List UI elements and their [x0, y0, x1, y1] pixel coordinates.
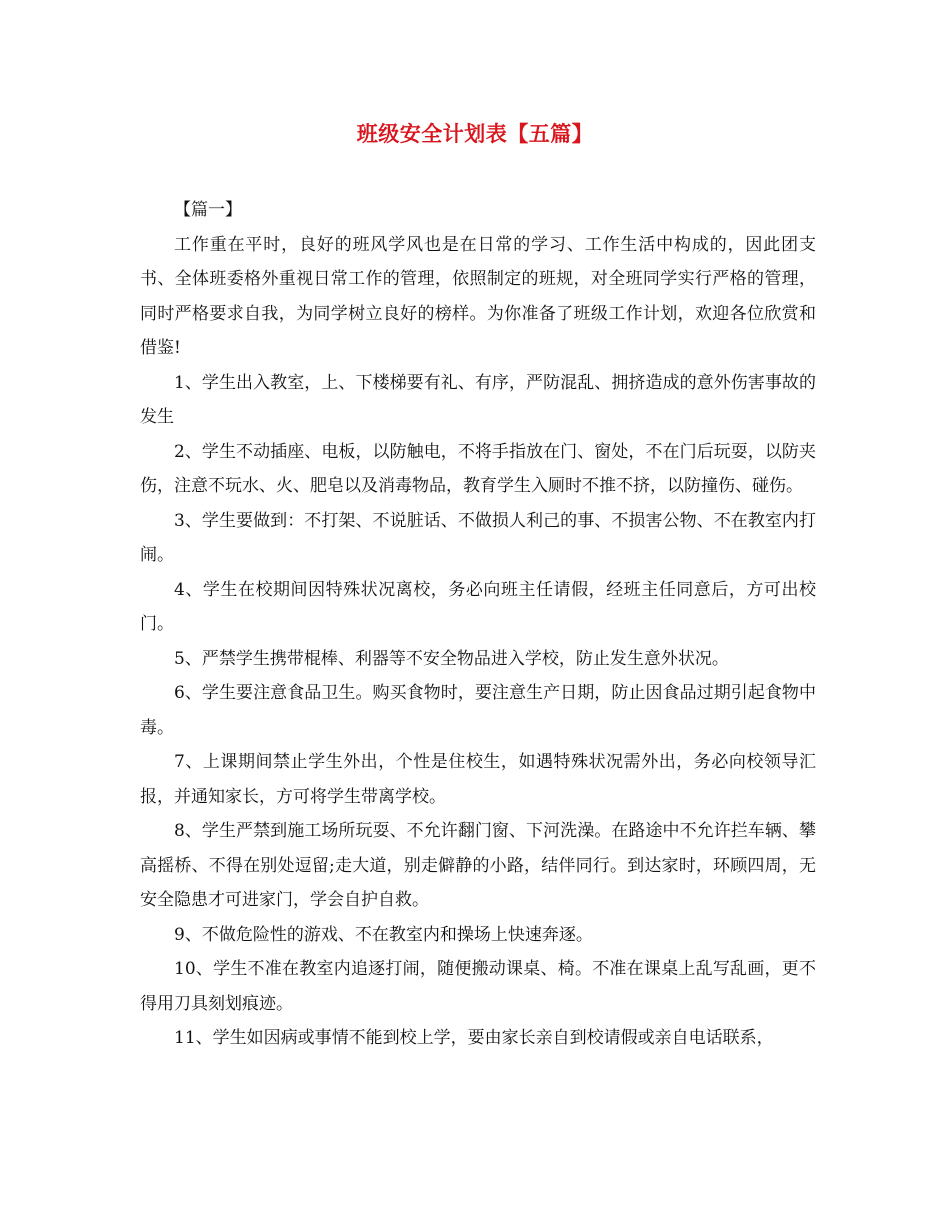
rule-item-10: 10、学生不准在教室内追逐打闹，随便搬动课桌、椅。不准在课桌上乱写乱画，更不得用刀具刻划痕迹。 [140, 959, 816, 1014]
intro-paragraph: 工作重在平时，良好的班风学风也是在日常的学习、工作生活中构成的，因此团支书、全体班委格外重视日常工作的管理，依照制定的班规，对全班同学实行严格的管理，同时严格要求自我，为同学树立良好的榜样。为你准备了班级工作计划，欢迎各位欣赏和借鉴! [140, 234, 816, 358]
rule-item-8: 8、学生严禁到施工场所玩耍、不允许翻门窗、下河洗澡。在路途中不允许拦车辆、攀高摇桥、不得在别处逗留;走大道，别走僻静的小路，结伴同行。到达家时，环顾四周，无安全隐患才可进家门，学会自护自救。 [140, 821, 816, 910]
document-title: 班级安全计划表【五篇】 [356, 121, 594, 146]
document-body [140, 193, 816, 1056]
rule-item-2: 2、学生不动插座、电板，以防触电，不将手指放在门、窗处，不在门后玩耍，以防夹伤，注意不玩水、火、肥皂以及消毒物品，教育学生入厕时不推不挤，以防撞伤、碰伤。 [140, 441, 816, 496]
section-heading: 【篇一】 [174, 200, 242, 220]
rule-item-6: 6、学生要注意食品卫生。购买食物时，要注意生产日期，防止因食品过期引起食物中毒。 [140, 683, 816, 738]
rule-item-5: 5、严禁学生携带棍棒、利器等不安全物品进入学校，防止发生意外状况。 [174, 648, 729, 669]
rule-item-4: 4、学生在校期间因特殊状况离校，务必向班主任请假，经班主任同意后，方可出校门。 [140, 579, 816, 634]
rule-item-11: 11、学生如因病或事情不能到校上学，要由家长亲自到校请假或亲自电话联系， [174, 1028, 774, 1048]
rule-item-3: 3、学生要做到：不打架、不说脏话、不做损人利己的事、不损害公物、不在教室内打闹。 [140, 510, 816, 565]
rule-item-9: 9、不做危险性的游戏、不在教室内和操场上快速奔逐。 [174, 924, 593, 945]
rule-item-1: 1、学生出入教室，上、下楼梯要有礼、有序，严防混乱、拥挤造成的意外伤害事故的发生 [140, 372, 816, 427]
rule-item-7: 7、上课期间禁止学生外出，个性是住校生，如遇特殊状况需外出，务必向校领导汇报，并通知家长，方可将学生带离学校。 [140, 752, 816, 807]
